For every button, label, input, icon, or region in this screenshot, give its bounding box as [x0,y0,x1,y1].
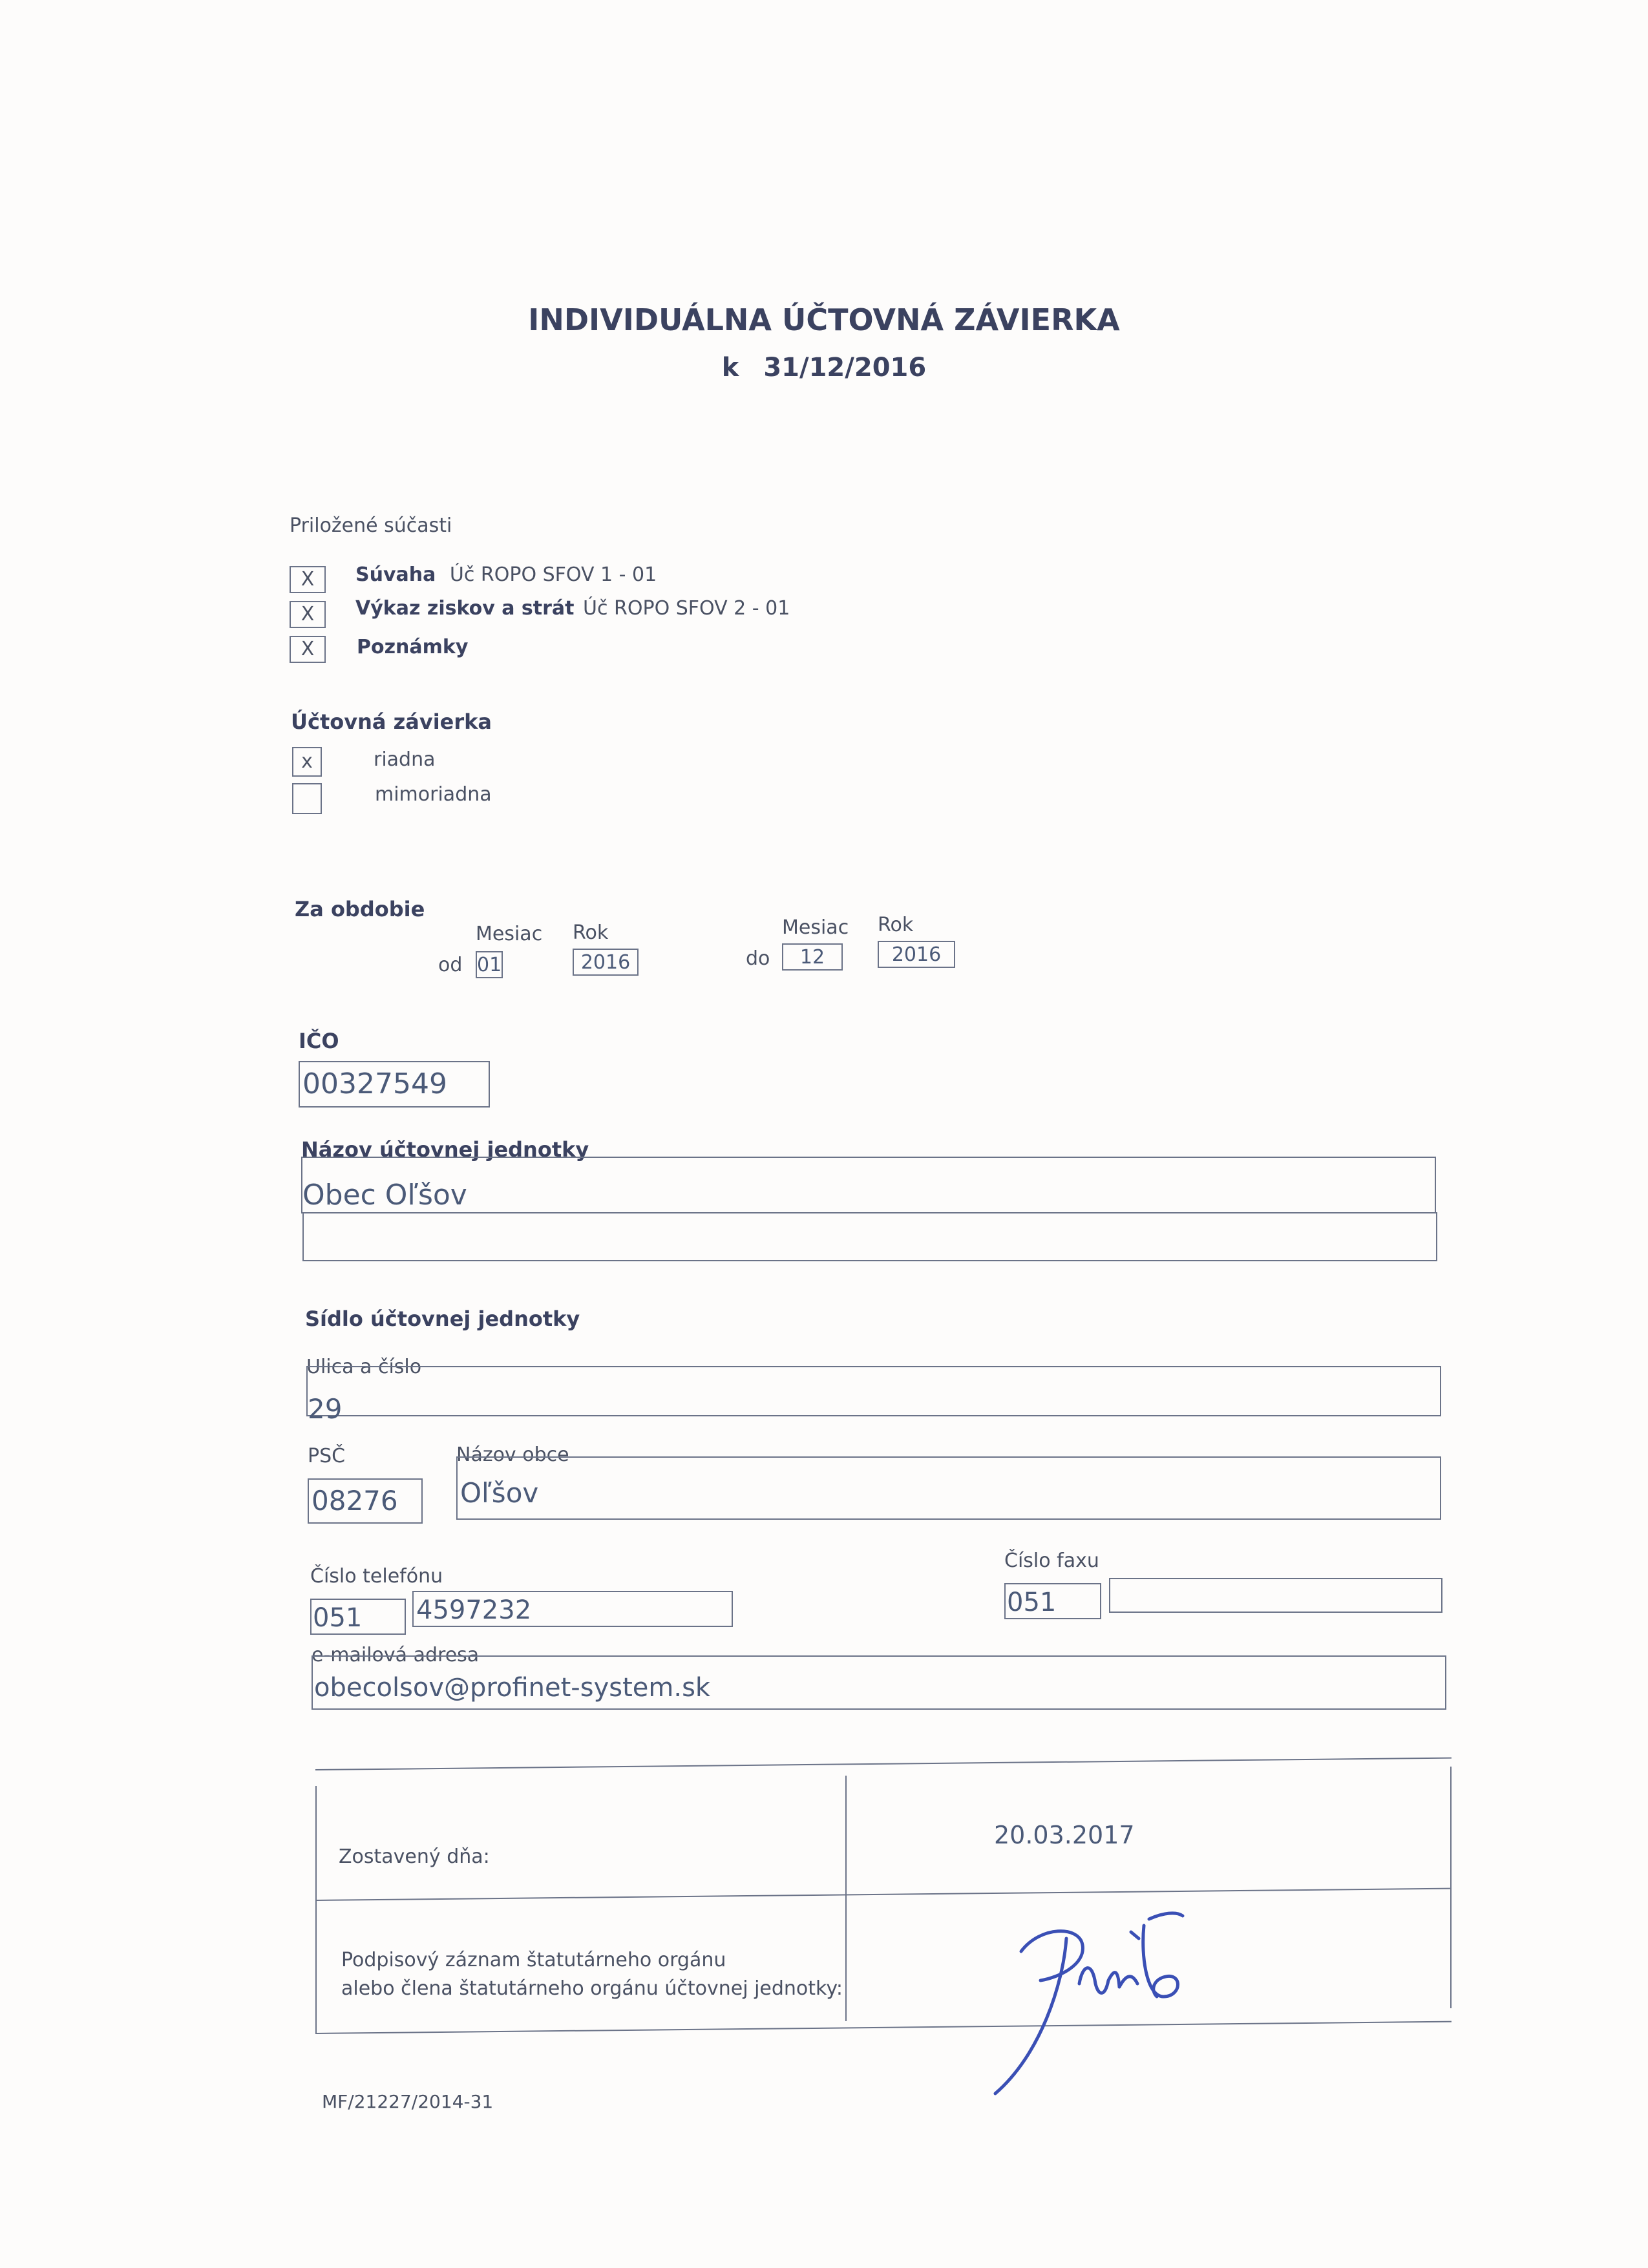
document-title: INDIVIDUÁLNA ÚČTOVNÁ ZÁVIERKA [528,302,1120,337]
checkbox-mimoriadna[interactable] [292,783,322,814]
compiled-label: Zostavený dňa: [339,1845,490,1868]
signature-label-line2: alebo člena štatutárneho orgánu účtovnej jednotky: [341,1977,843,2000]
checkbox-poznamky[interactable]: X [290,636,326,663]
attached-item-name: Poznámky [357,636,469,658]
attached-item-name: Súvaha [355,563,436,586]
attached-item-suvaha [355,563,657,586]
town-label: Názov obce [456,1444,569,1466]
ico-value: 00327549 [302,1067,447,1100]
fax-prefix-value: 051 [1007,1588,1057,1617]
phone-number-field[interactable] [412,1591,733,1627]
to-month-value: 12 [799,946,825,969]
from-year-caption: Rok [573,921,609,944]
option-riadna-label: riadna [374,748,436,771]
from-year-value: 2016 [580,951,631,974]
attached-heading: Priložené súčasti [290,514,452,537]
checkbox-suvaha[interactable]: X [290,566,326,593]
checkbox-riadna[interactable]: x [292,747,322,777]
ico-field[interactable] [299,1061,490,1108]
phone-label: Číslo telefónu [310,1565,443,1588]
from-month-caption: Mesiac [476,923,543,945]
email-field[interactable] [312,1655,1446,1710]
entity-name-field-1[interactable] [301,1157,1436,1213]
table-right-border [1450,1767,1452,2008]
from-label: od [438,954,463,976]
email-label: e-mailová adresa [312,1644,480,1666]
table-bottom-border [317,2021,1452,2034]
table-left-border [315,1786,317,2034]
table-top-border [315,1758,1452,1770]
table-middle-divider [845,1776,847,2021]
attached-item-code: Úč ROPO SFOV 1 - 01 [449,563,657,586]
psc-value: 08276 [312,1485,398,1517]
phone-number-value: 4597232 [416,1595,532,1625]
fax-number-field[interactable] [1109,1578,1442,1613]
entity-name-label: Názov účtovnej jednotky [301,1137,589,1162]
street-value: 29 [308,1393,343,1425]
psc-field[interactable] [308,1478,423,1524]
entity-name-field-2[interactable] [302,1212,1437,1261]
handwritten-signature [969,1900,1228,2106]
phone-prefix-value: 051 [313,1603,363,1633]
from-month-value: 01 [477,954,502,976]
form-code: MF/21227/2014-31 [322,2091,494,2112]
to-year-value: 2016 [891,943,942,966]
signature-label-line1: Podpisový záznam štatutárneho orgánu [341,1949,726,1971]
from-year-field[interactable] [573,949,639,976]
town-field[interactable] [456,1456,1441,1520]
checkbox-vykaz[interactable]: X [290,601,326,628]
to-year-caption: Rok [878,914,914,936]
from-month-field[interactable] [476,951,503,978]
date-prefix: k [721,353,739,383]
period-heading: Za obdobie [295,897,425,921]
entity-name-value: Obec Oľšov [302,1179,467,1212]
document-date-line [0,353,1648,383]
attached-item-vykaz [355,597,790,620]
email-value: obecolsov@profinet-system.sk [314,1673,711,1703]
fax-label: Číslo faxu [1004,1549,1099,1572]
compiled-date: 20.03.2017 [994,1821,1135,1849]
option-mimoriadna-label: mimoriadna [375,783,492,806]
psc-label: PSČ [308,1445,346,1467]
phone-prefix-field[interactable] [310,1599,406,1635]
attached-item-poznamky [357,636,468,658]
ico-label: IČO [299,1029,339,1053]
attached-item-code: Úč ROPO SFOV 2 - 01 [583,597,790,620]
street-field[interactable] [306,1366,1441,1425]
fax-prefix-field[interactable] [1004,1583,1101,1619]
to-month-caption: Mesiac [782,916,849,939]
statement-date: 31/12/2016 [763,353,927,383]
address-heading: Sídlo účtovnej jednotky [305,1307,580,1331]
street-label: Ulica a číslo [306,1356,422,1378]
town-value: Oľšov [460,1477,539,1509]
to-month-field[interactable] [782,943,843,971]
to-label: do [746,947,770,970]
attached-item-name: Výkaz ziskov a strát [355,597,575,620]
to-year-field[interactable] [878,941,955,968]
statement-type-heading: Účtovná závierka [291,709,492,734]
table-row-divider [317,1888,1450,1901]
